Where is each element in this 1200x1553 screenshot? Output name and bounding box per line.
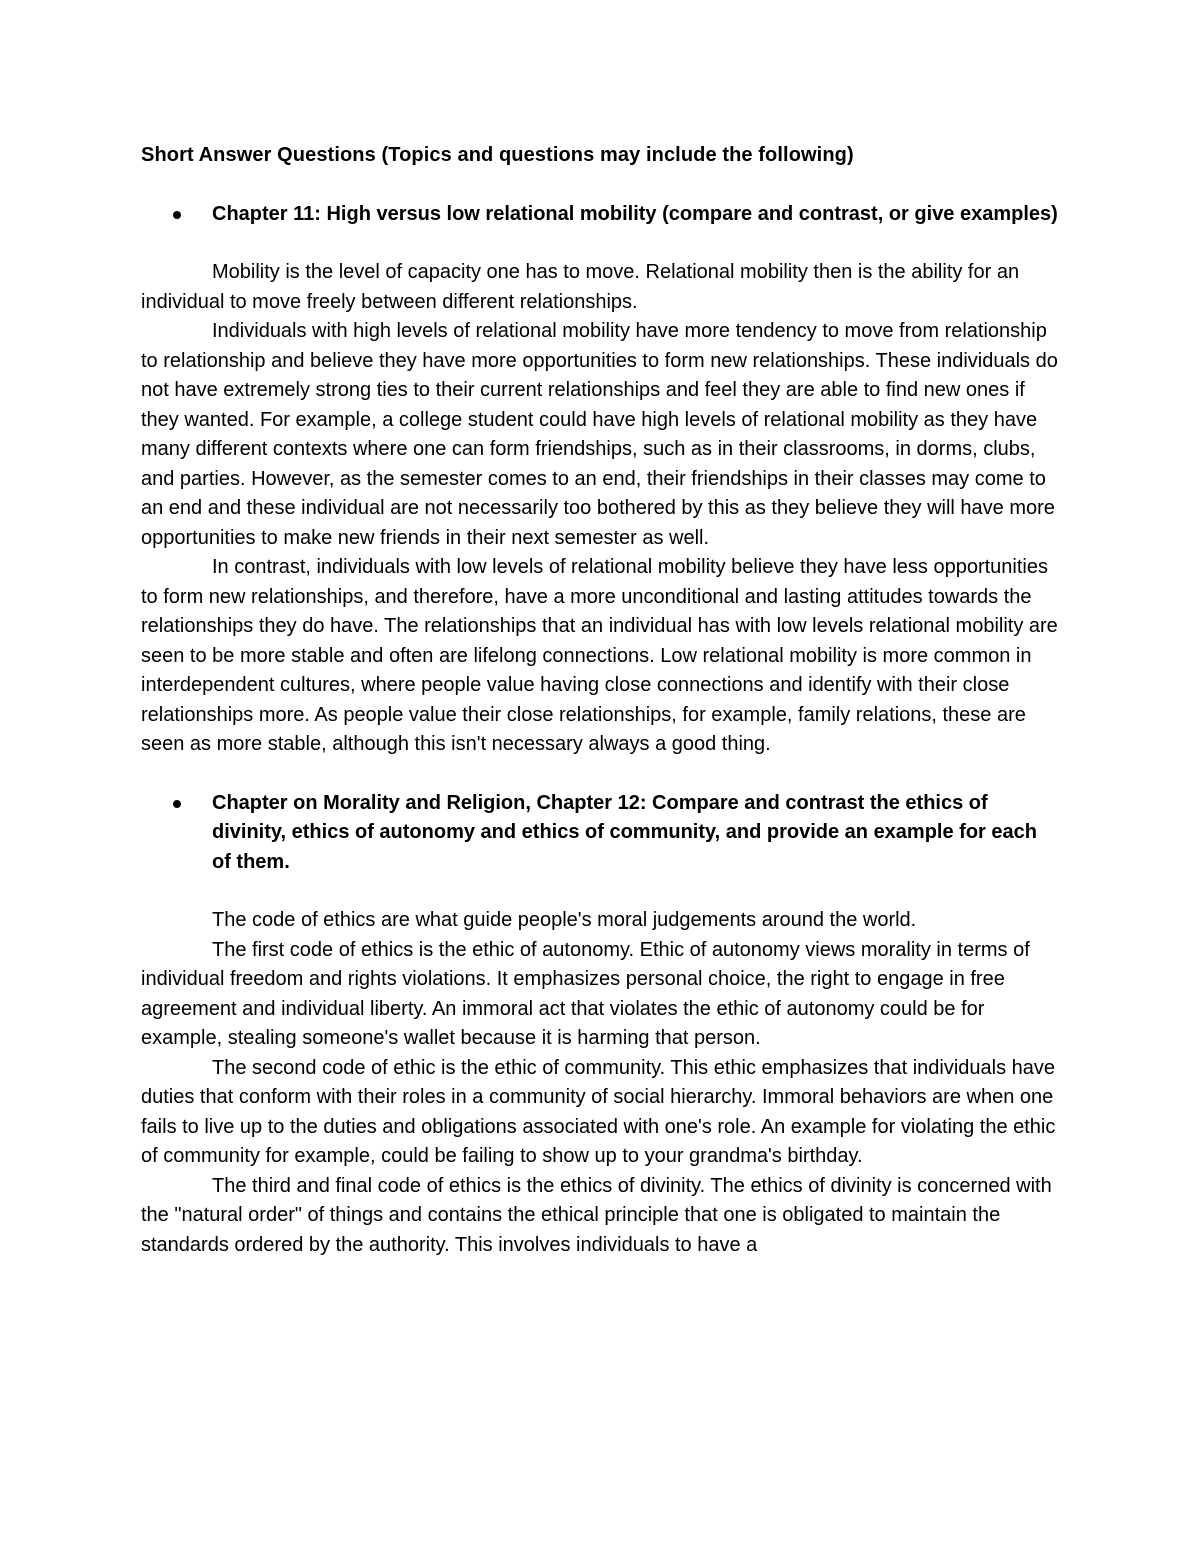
answer-paragraph: In contrast, individuals with low levels of relational mobility believe they have less opportunities to form new relationships, and therefore, have a more unconditional and lasting attitudes towards the relationships they do have. The relationships that an individual has with low levels relational mobility are seen to be more stable and often are lifelong connections. Low relational mobility is more common in interdependent cultures, where people value having close connections and identify with their close relationships more. As people value their close relationships, for example, family relations, these are seen as more stable, although this isn't necessary always a good thing. xyxy=(141,556,1058,755)
answer-paragraph: The second code of ethic is the ethic of community. This ethic emphasizes that individuals have duties that conform with their roles in a community of social hierarchy. Immoral behaviors are when one fails to live up to the duties and obligations associated with one's role. An example for violating the ethic of community for example, could be failing to show up to your grandma's birthday. xyxy=(141,1056,1056,1167)
answer-paragraph: Mobility is the level of capacity one has to move. Relational mobility then is the ability for an individual to move freely between different relationships. xyxy=(141,261,1020,313)
question-text: Chapter 11: High versus low relational mobility (compare and contrast, or give examples) xyxy=(212,202,1058,225)
answer-paragraph: The first code of ethics is the ethic of autonomy. Ethic of autonomy views morality in terms of individual freedom and rights violations. It emphasizes personal choice, the right to engage in free agreement and individual liberty. An immoral act that violates the ethic of autonomy could be for example, stealing someone's wallet because it is harming that person. xyxy=(141,938,1030,1049)
bullet-icon xyxy=(173,211,181,219)
question-text: Chapter on Morality and Religion, Chapter 12: Compare and contrast the ethics of divinity, ethics of autonomy and ethics of community, and provide an example for each of them. xyxy=(212,791,1037,873)
question-chapter-12 xyxy=(141,789,1061,878)
answer-paragraph: The third and final code of ethics is the ethics of divinity. The ethics of divinity is concerned with the "natural order" of things and contains the ethical principle that one is obligated to maintain the standards ordered by the authority. This involves individuals to have a xyxy=(141,1174,1052,1256)
document-page xyxy=(141,141,1061,1260)
answer-paragraph: The code of ethics are what guide people's moral judgements around the world. xyxy=(212,909,917,931)
document-title: Short Answer Questions (Topics and questions may include the following) xyxy=(141,144,854,166)
question-chapter-11 xyxy=(141,200,1061,230)
answer-chapter-11 xyxy=(141,258,1061,760)
answer-chapter-12 xyxy=(141,906,1061,1260)
answer-paragraph: Individuals with high levels of relational mobility have more tendency to move from relationship to relationship and believe they have more opportunities to form new relationships. These individuals do not have extremely strong ties to their current relationships and feel they are able to find new ones if they wanted. For example, a college student could have high levels of relational mobility as they have many different contexts where one can form friendships, such as in their classrooms, in dorms, clubs, and parties. However, as the semester comes to an end, their friendships in their classes may come to an end and these individual are not necessarily too bothered by this as they believe they will have more opportunities to make new friends in their next semester as well. xyxy=(141,320,1058,549)
bullet-icon xyxy=(173,800,181,808)
